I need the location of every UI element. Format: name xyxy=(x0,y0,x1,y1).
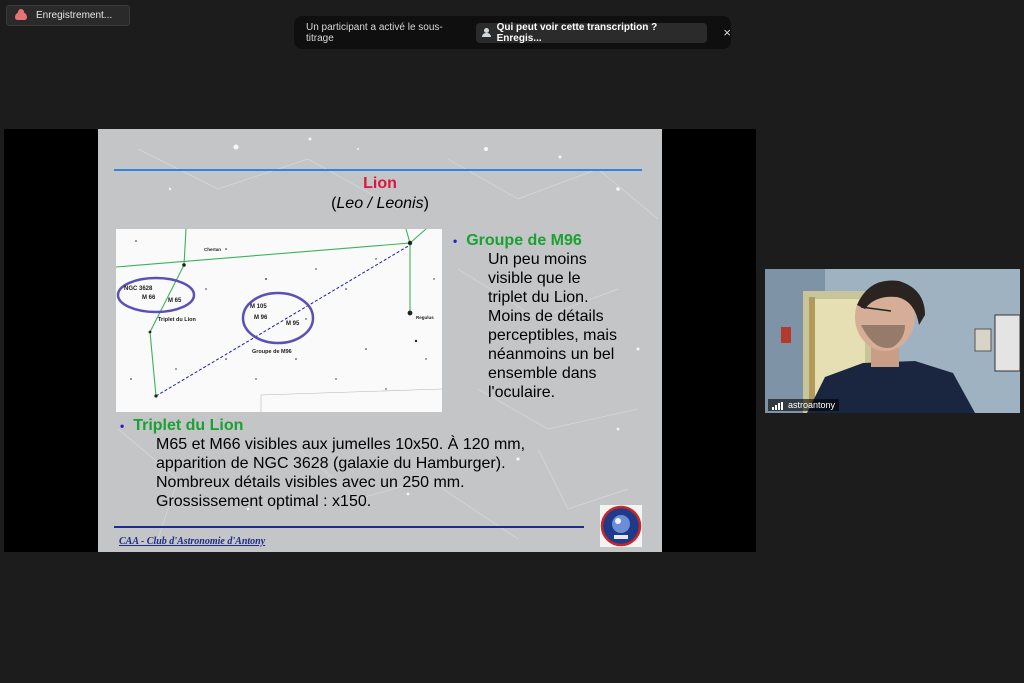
star-chart xyxy=(116,229,442,412)
bullet-groupe-m96 xyxy=(453,232,653,402)
regulus-label: Regulus xyxy=(416,315,434,320)
m105-label: M 105 xyxy=(250,304,267,310)
person-icon xyxy=(482,28,492,38)
recording-indicator[interactable] xyxy=(6,5,130,26)
bullet1-line: l'oculaire. xyxy=(488,384,556,401)
bullet1-line: triplet du Lion. xyxy=(488,289,589,306)
caption-notification xyxy=(294,16,731,49)
bullet1-line: néanmoins un bel xyxy=(488,346,615,363)
subtitle-close-paren: ) xyxy=(423,195,429,212)
bullet-dot: • xyxy=(120,419,125,433)
m65-label: M 65 xyxy=(168,298,182,304)
bullet2-line: apparition de NGC 3628 (galaxie du Hamburger). xyxy=(156,455,506,472)
bullet2-heading: Triplet du Lion xyxy=(133,417,244,434)
recording-label: Enregistrement... xyxy=(36,10,113,21)
bullet1-line: perceptibles, mais xyxy=(488,327,617,344)
bullet2-line: Grossissement optimal : x150. xyxy=(156,493,372,510)
close-icon[interactable]: × xyxy=(723,25,731,40)
cloud-recording-icon xyxy=(15,12,27,20)
presentation-slide xyxy=(98,129,662,552)
slide-footer: CAA - Club d'Astronomie d'Antony xyxy=(119,536,266,547)
m66-label: M 66 xyxy=(142,295,156,301)
groupe-label: Groupe de M96 xyxy=(252,349,292,355)
ngc3628-label: NGC 3628 xyxy=(124,286,153,292)
participant-name: astroantony xyxy=(788,400,836,410)
transcript-link-label: Qui peut voir cette transcription ? Enregis... xyxy=(496,21,658,44)
webcam-feed xyxy=(765,269,1020,413)
slide-subtitle xyxy=(98,195,662,213)
top-rule xyxy=(114,169,642,171)
club-logo-icon xyxy=(600,505,642,547)
bullet1-line: Un peu moins xyxy=(488,251,587,268)
signal-bars-icon xyxy=(772,402,784,410)
latin-name: Leo / Leonis xyxy=(336,195,424,212)
m95-label: M 95 xyxy=(286,321,300,327)
bullet1-heading: Groupe de M96 xyxy=(466,232,582,249)
bullet-dot: • xyxy=(453,234,458,248)
m96-label: M 96 xyxy=(254,315,268,321)
bottom-rule xyxy=(114,526,584,528)
bullet1-line: visible que le xyxy=(488,270,581,287)
bullet2-line: Nombreux détails visibles avec un 250 mm. xyxy=(156,474,465,491)
subtitle-open-paren: ( xyxy=(331,195,337,212)
slide-title: Lion xyxy=(363,175,397,192)
star-chart-drawing xyxy=(116,229,442,412)
participant-video[interactable] xyxy=(765,269,1020,413)
transcript-visibility-link[interactable] xyxy=(476,23,708,43)
notification-message: Un participant a activé le sous-titrage xyxy=(306,21,443,44)
bullet1-line: ensemble dans xyxy=(488,365,597,382)
chertan-label: Chertan xyxy=(204,247,222,252)
bullet1-line: Moins de détails xyxy=(488,308,604,325)
bullet-triplet-lion xyxy=(120,417,650,511)
participant-name-tag xyxy=(768,399,839,411)
bullet2-line: M65 et M66 visibles aux jumelles 10x50. À 120 mm, xyxy=(156,436,526,453)
triplet-label: Triplet du Lion xyxy=(158,317,196,323)
